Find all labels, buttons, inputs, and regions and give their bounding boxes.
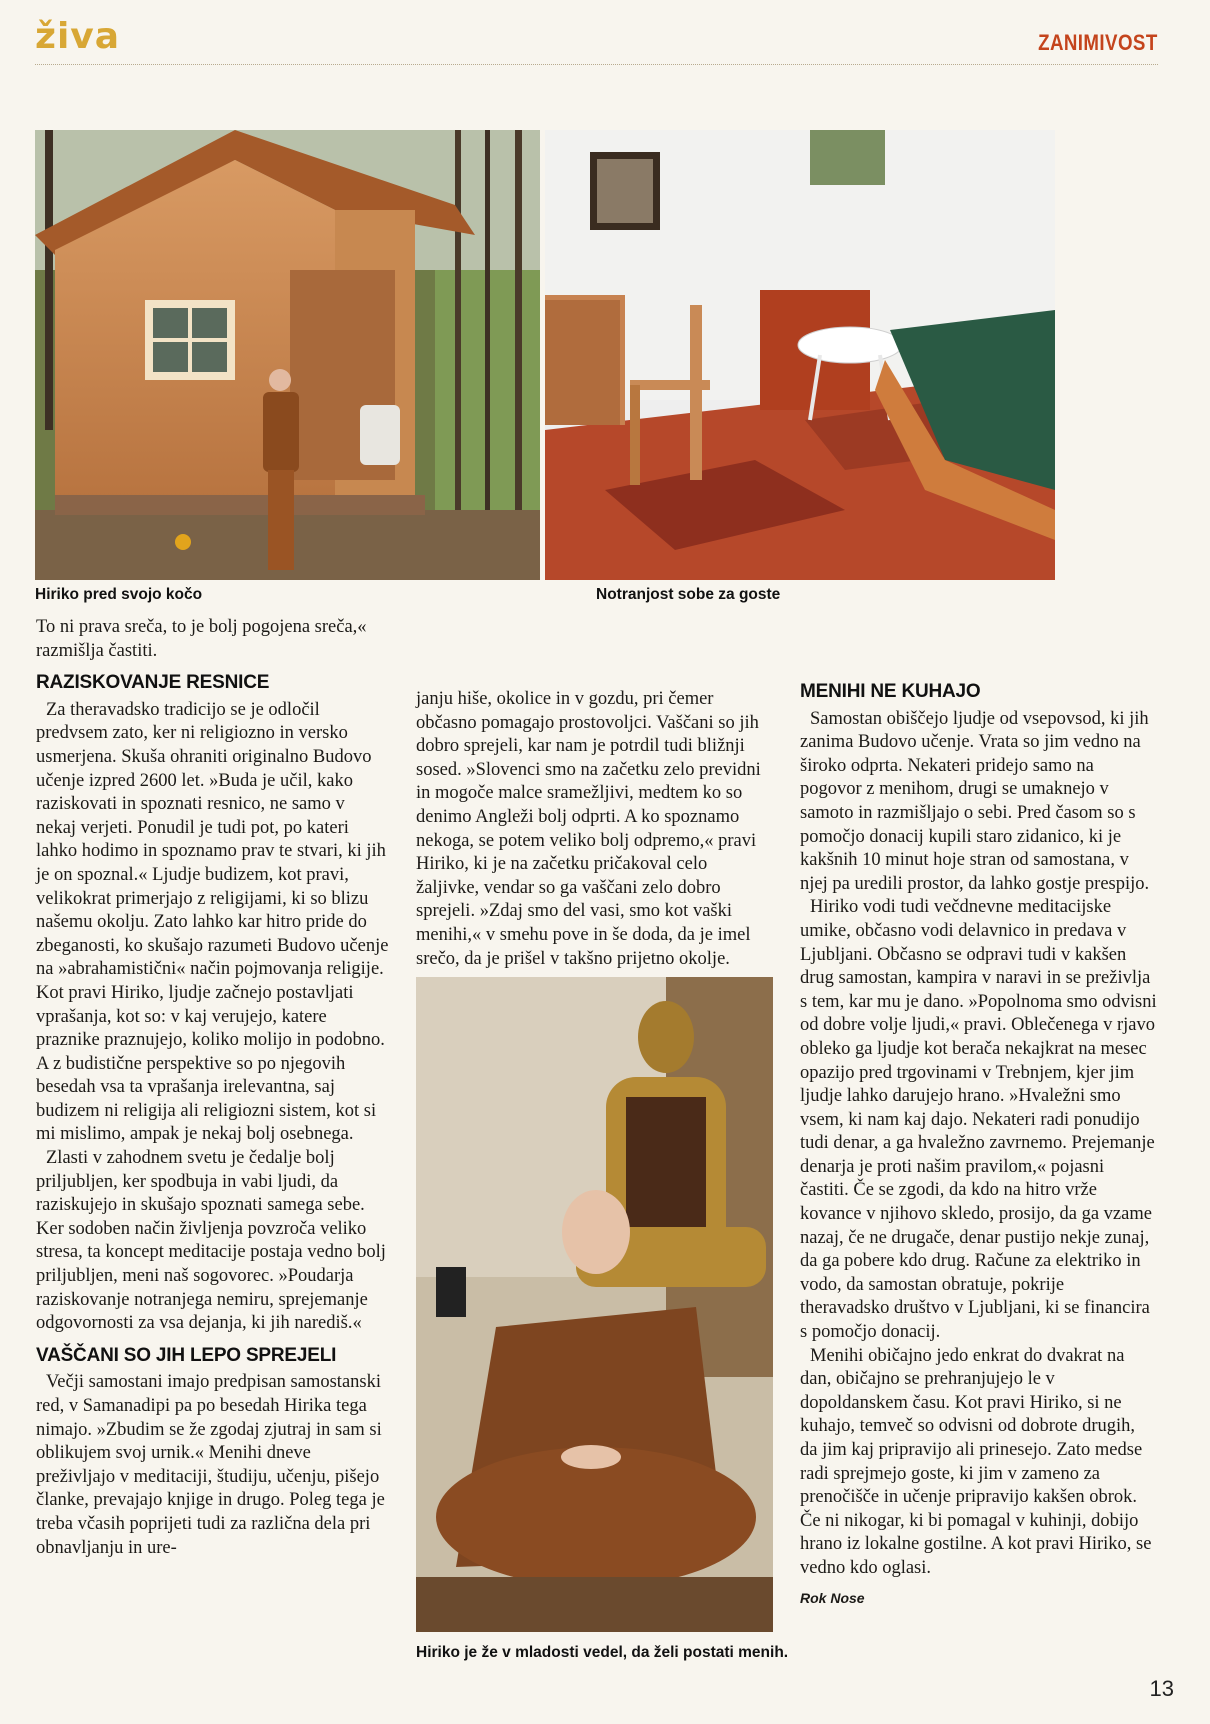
- header-divider: [35, 64, 1158, 65]
- page-number: 13: [1149, 1676, 1174, 1701]
- article-column-2: [416, 688, 774, 971]
- paragraph: Zlasti v zahodnem svetu je čedalje bolj priljubljen, ker spodbuja in vabi ljudi, da raziskujejo in skušajo spoznati samega sebe. Ker sodoben način življenja povzroča veliko stresa, ta koncept meditacije postaja vedno bolj priljubljen, meni naš sogovorec. »Poudarja raziskovanje notranjega nemiru, sprejemanje odgovornosti za vsa dejanja, ki jih narediš.«: [36, 1148, 386, 1334]
- guest-room-photo: [545, 130, 1055, 580]
- section-heading: MENIHI NE KUHAJO: [800, 681, 981, 702]
- paragraph: Hiriko vodi tudi večdnevne meditacijske umike, občasno vodi delavnico in predava v Ljubljani. Občasno se odpravi tudi v kakšen drug samostan, kampira v naravi in se preživlja s tem, kar mu je dano. »Popolnoma smo odvisni od dobre volje ljudi,« pravi. Oblečenega v rjavo obleko ga ljudje kot berača nekajkrat na mesec opazijo pred trgovinami v Trebnjem, kjer jim ljudje lahko darujejo hrano. »Hvaležni smo vsem, ki nam kaj dajo. Nekateri radi ponudijo tudi denar, a ga hvaležno zavrnemo. Prejemanje denarja je proti našim pravilom,« pojasni častiti. Če se zgodi, da kdo na hitro vrže kovance v njihovo skledo, prosijo, da ga vzame nazaj, če ne drugače, denar pustijo nekje zunaj, da ga pobere kdo drug. Račune za elektriko in vodo, da samostan obratuje, pokrije theravadsko društvo v Ljubljani, ki se financira s pomočjo donacij.: [800, 897, 1157, 1343]
- section-heading: RAZISKOVANJE RESNICE: [36, 672, 270, 694]
- paragraph: Samostan obiščejo ljudje od vsepovsod, ki jih zanima Budovo učenje. Vrata so jim vedno na široko odprta. Nekateri pridejo samo na pogovor z menihom, drugi se umaknejo v samoto in razmišljajo o sebi. Pred časom so s pomočjo donacij kupili staro zidanico, ki je kakšnih 10 minut hoje stran od samostana, v njej pa uredili prostor, da lahko gostje prespijo.: [800, 708, 1150, 894]
- cabin-photo-caption: Hiriko pred svojo kočo: [35, 586, 203, 603]
- magazine-logo: živa: [35, 16, 121, 57]
- cabin-photo: [35, 130, 540, 580]
- paragraph: Menihi običajno jedo enkrat do dvakrat na dan, običajno se prehranjujejo le v dopoldanskem času. Kot pravi Hiriko, si ne kuhajo, temveč so odvisni od dobrote drugih, da jim kaj pripravijo ali prinesejo. Zato medse radi sprejmejo goste, ki jim v zameno za prenočišče in učenje pripravijo kakšen obrok. Če ni nikogar, ki bi pomagal v kuhinji, dobijo hrano iz lokalne gostilne. A kot pravi Hiriko, se vedno kdo oglasi.: [800, 1345, 1152, 1578]
- paragraph: janju hiše, okolice in v gozdu, pri čemer občasno pomagajo prostovoljci. Vaščani so jih dobro sprejeli, kar nam je potrdil tudi bližnji sosed. »Slovenci smo na začetku zelo previdni in mogoče malce sramežljivi, medtem ko so denimo Angleži bolj odprti. A ko spoznamo nekoga, se potem veliko bolj odpremo,« pravi Hiriko, ki je na začetku pričakoval celo žaljivke, vendar so ga vaščani zelo dobro sprejeli. »Zdaj smo del vasi, smo kot vaški menihi,« v smehu pove in še doda, da je imel srečo, da je prišel v takšno prijetno okolje.: [416, 689, 761, 969]
- room-photo-caption: Notranjost sobe za goste: [596, 586, 781, 603]
- article-column-1: [36, 616, 389, 1560]
- paragraph: Za theravadsko tradicijo se je odločil predvsem zato, ker ni religiozno in versko usmerjena. Skuša ohraniti originalno Budovo učenje izpred 2600 let. »Buda je učil, kako raziskovati in spoznati resnico, ne samo v nekaj verjeti. Ponudil je tudi pot, po kateri lahko hodimo in spoznamo prav te stvari, ki jih je on spoznal.« Ljudje budizem, kot pravi, velikokrat primerjajo z religijami, ki so blizu našemu okolju. Zato lahko kar hitro pride do zbeganosti, ko skušajo razumeti Budovo učenje na »abrahamistični« način pojmovanja religije. Kot pravi Hiriko, ljudje začnejo postavljati vprašanja, kot so: v kaj verujejo, katere praznike praznujejo, koliko molijo in podobno. A z budistične perspektive so po njegovih besedah vsa ta vprašanja irelevantna, saj budizem ni religija ali religiozni sistem, kot si mi mislimo, ampak je nekaj bolj osebnega.: [36, 699, 389, 1145]
- author-byline: Rok Nose: [800, 1589, 865, 1606]
- paragraph: Večji samostani imajo predpisan samostanski red, v Samanadipi pa po besedah Hirika tega nimajo. »Zbudim se že zgodaj zjutraj in sam si oblikujem svoj urnik.« Menihi dneve preživljajo v meditaciji, študiju, učenju, pišejo članke, prevajajo knjige in drugo. Poleg tega je treba včasih poprijeti tudi za različna dela pri obnavljanju in ure-: [36, 1372, 385, 1558]
- article-column-3: [800, 680, 1157, 1610]
- section-title: ZANIMIVOST: [1038, 30, 1158, 55]
- monk-photo-caption: Hiriko je že v mladosti vedel, da želi postati menih.: [416, 1644, 789, 1661]
- monk-photo: [416, 977, 773, 1632]
- paragraph: To ni prava sreča, to je bolj pogojena sreča,« razmišlja častiti.: [36, 617, 367, 661]
- section-heading: VAŠČANI SO JIH LEPO SPREJELI: [36, 1344, 337, 1366]
